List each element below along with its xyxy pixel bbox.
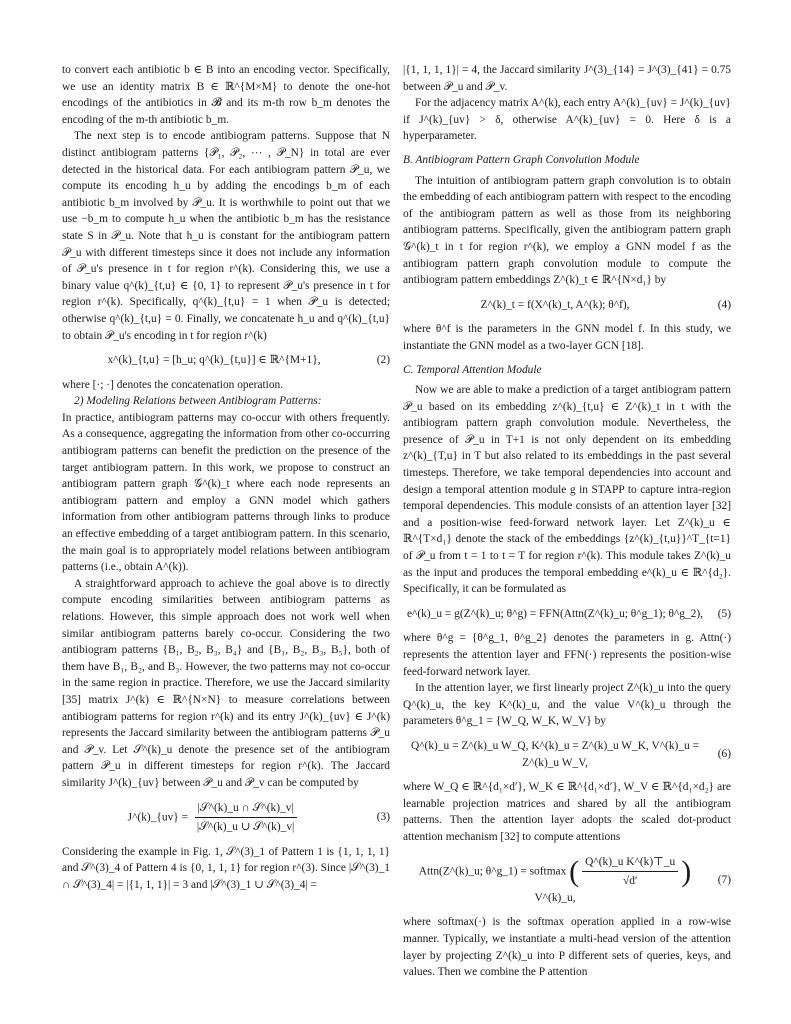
fraction-denominator: |𝒮^(k)_u ∪ 𝒮^(k)_v| [196, 821, 295, 834]
equation-5 [403, 606, 731, 623]
subsection-heading [62, 393, 390, 410]
right-paren: ) [681, 854, 692, 888]
paragraph: where W_Q ∈ ℝ^{d₁×d′}, W_K ∈ ℝ^{d₁×d′}, W_V ∈ ℝ^{d₁×d₂} are learnable projection matrices and shared by all the antibiogram patterns. Then the attention layer adopts the scaled dot-product attention mechanism [32] to compute attentions [403, 781, 731, 843]
section-heading-c: C. Temporal Attention Module [403, 363, 542, 376]
equation-body [403, 854, 707, 907]
equation-3 [62, 800, 390, 836]
left-paren: ( [569, 854, 580, 888]
paragraph: The intuition of antibiogram pattern graph convolution is to obtain the embedding of each antibiogram pattern with respect to the encoding of the antibiogram pattern as well as those from its neighboring antibiogram patterns. Specifically, given the antibiogram pattern graph 𝒢^(k)_t in t for region r^(k), we employ a GNN model f as the antibiogram pattern graph convolution module to compute the antibiogram pattern embeddings Z^(k)_t ∈ ℝ^{N×d₁} by [403, 174, 731, 287]
equation-body [62, 800, 366, 836]
paragraph: where [·; ·] denotes the concatenation operation. [62, 378, 284, 391]
paragraph: where θ^g = {θ^g_1, θ^g_2} denotes the parameters in g. Attn(·) represents the attention layer and FFN(·) represents the position-wise feed-forward network layer. [403, 632, 731, 678]
equation-lhs: Attn(Z^(k)_u; θ^g_1) = softmax [418, 865, 567, 878]
paragraph: In the attention layer, we first linearly project Z^(k)_u into the query Q^(k)_u, the key K^(k)_u, and the value V^(k)_u through the parameters θ^g_1 = {W_Q, W_K, W_V} by [403, 682, 731, 728]
equation-6 [403, 738, 731, 771]
paragraph: where softmax(·) is the softmax operation applied in a row-wise manner. Typically, we instantiate a multi-head version of the attention layer by projecting Z^(k)_u into P different sets of queries, keys, and values. Then we combine the P attention [403, 916, 731, 979]
paragraph: Now we are able to make a prediction of a target antibiogram pattern 𝒫_u based on its embedding z^(k)_{t,u} ∈ Z^(k)_t in t with the antibiogram pattern graph convolution module. Nevertheless, the presence of 𝒫_u in T+1 is not only dependent on its embedding z^(k)_{T,u} in T but also related to its embeddings in the past several timesteps. Therefore, we take temporal dependencies into account and design a temporal attention module g in STAPP to capture intra-region temporal dependencies. This module consists of an attention layer [32] and a position-wise feed-forward network layer. Let Z^(k)_u ∈ ℝ^{T×d₁} denote the stack of the embeddings {z^(k)_{t,u}}^T_{t=1} of 𝒫_u from t = 1 to t = T for region r^(k). This module takes Z^(k)_u as the input and produces the temporal embedding e^(k)_u ∈ ℝ^{d₂}. Specifically, it can be formulated as [403, 384, 731, 596]
fraction-numerator: Q^(k)_u K^(k)⊤_u [582, 854, 678, 873]
fraction [194, 800, 297, 836]
equation-number: (6) [717, 748, 731, 761]
equation-rhs: V^(k)_u, [534, 891, 576, 904]
equation-number: (4) [717, 298, 731, 311]
paragraph: where θ^f is the parameters in the GNN model f. In this study, we instantiate the GNN model as a two-layer GCN [18]. [403, 323, 731, 352]
equation-number: (5) [717, 607, 731, 620]
subsection-title: 2) Modeling Relations between Antibiogram Patterns: [74, 395, 322, 408]
equation-body: e^(k)_u = g(Z^(k)_u; θ^g) = FFN(Attn(Z^(k)_u; θ^g_1); θ^g_2), [406, 607, 704, 620]
equation-number: (3) [376, 811, 390, 824]
fraction-numerator: |𝒮^(k)_u ∩ 𝒮^(k)_v| [195, 800, 297, 819]
paragraph: A straightforward approach to achieve the goal above is to directly compute encoding similarities between antibiogram patterns as relations. However, this simple approach does not work well when similar antibiogram patterns barely co-occur. Considering the two antibiogram patterns {B₁, B₂, B₃, B₄} and {B₁, B₂, B₃, B₅}, both of them have B₁, B₂, and B₃. However, the two patterns may not co-occur in the same region in practice. Therefore, we use the Jaccard similarity [35] matrix J^(k) ∈ ℝ^{N×N} to measure correlations between antibiogram patterns for region r^(k) and its entry J^(k)_{uv} ∈ J^(k) represents the Jaccard similarity between the antibiogram patterns 𝒫_u and 𝒫_v. Let 𝒮^(k)_u denote the presence set of the antibiogram pattern 𝒫_u in different timesteps for region r^(k). The Jaccard similarity J^(k)_{uv} between 𝒫_u and 𝒫_v can be computed by [62, 577, 390, 789]
paragraph: |{1, 1, 1, 1}| = 4, the Jaccard similarity J^(3)_{14} = J^(3)_{41} = 0.75 between 𝒫_u and 𝒫_v. [403, 64, 731, 93]
equation-body: Q^(k)_u = Z^(k)_u W_Q, K^(k)_u = Z^(k)_u W_K, V^(k)_u = Z^(k)_u W_V, [410, 739, 699, 769]
right-column [403, 62, 731, 981]
paragraph: Considering the example in Fig. 1, 𝒮^(3)_1 of Pattern 1 is {1, 1, 1, 1} and 𝒮^(3)_4 of Pattern 4 is {0, 1, 1, 1} for region r^(3). Since |𝒮^(3)_1 ∩ 𝒮^(3)_4| = |{1, 1, 1}| = 3 and |𝒮^(3)_1 ∪ 𝒮^(3)_4| = [62, 845, 390, 891]
paragraph: For the adjacency matrix A^(k), each entry A^(k)_{uv} = J^(k)_{uv} if J^(k)_{uv} > δ, otherwise A^(k)_{uv} = 0. Here δ is a hyperparameter. [403, 97, 731, 143]
fraction [582, 854, 678, 890]
left-column [62, 62, 390, 894]
equation-number: (7) [717, 873, 731, 886]
equation-body: Z^(k)_t = f(X^(k)_t, A^(k); θ^f), [480, 298, 630, 311]
equation-lhs: J^(k)_{uv} = [127, 811, 189, 824]
equation-2 [62, 352, 390, 369]
equation-body: x^(k)_{t,u} = [h_u; q^(k)_{t,u}] ∈ ℝ^{M+1}, [107, 354, 321, 367]
paragraph: The next step is to encode antibiogram patterns. Suppose that N distinct antibiogram patterns {𝒫₁, 𝒫₂, ⋯ , 𝒫_N} in total are ever detected in the historical data. For each antibiogram pattern 𝒫_u, we compute its encoding h_u by adding the encodings b_m of each antibiotic b_m involved by 𝒫_u. It is worthwhile to point out that we use −b_m to compute h_u when the antibiotic b_m has the resistance state S in 𝒫_u. Note that h_u is constant for the antibiogram pattern 𝒫_u with different timesteps since it does not include any information of 𝒫_u's presence in t for region r^(k). Considering this, we use a binary value q^(k)_{t,u} ∈ {0, 1} to represent 𝒫_u's presence in t for region r^(k). Specifically, q^(k)_{t,u} = 1 when 𝒫_u is detected; otherwise q^(k)_{t,u} = 0. Finally, we concatenate h_u and q^(k)_{t,u} to obtain 𝒫_u's encoding in t for region r^(k) [62, 130, 390, 342]
equation-7 [403, 854, 731, 907]
equation-number: (2) [376, 354, 390, 367]
paragraph: to convert each antibiotic b ∈ B into an encoding vector. Specifically, we use an identity matrix B ∈ ℝ^{M×M} to denote the one-hot encodings of the antibiotics in 𝓑 and its m-th row b_m denotes the encoding of the m-th antibiotic b_m. [62, 64, 390, 126]
equation-4 [403, 297, 731, 314]
paragraph: In practice, antibiogram patterns may co-occur with others frequently. As a consequence, aggregating the information from other co-occurring antibiogram patterns can benefit the prediction on the presence of the target antibiogram pattern. In this work, we propose to construct an antibiogram pattern graph 𝒢^(k)_t where each node represents an antibiogram pattern and employ a GNN model which gathers information from other antibiogram patterns through links to produce an effective embedding of a target antibiogram pattern. In this scenario, the main goal is to appropriately model relations between antibiogram patterns (i.e., obtain A^(k)). [62, 411, 390, 574]
section-heading-b: B. Antibiogram Pattern Graph Convolution Module [403, 153, 640, 166]
fraction-denominator: √d′ [622, 875, 638, 888]
